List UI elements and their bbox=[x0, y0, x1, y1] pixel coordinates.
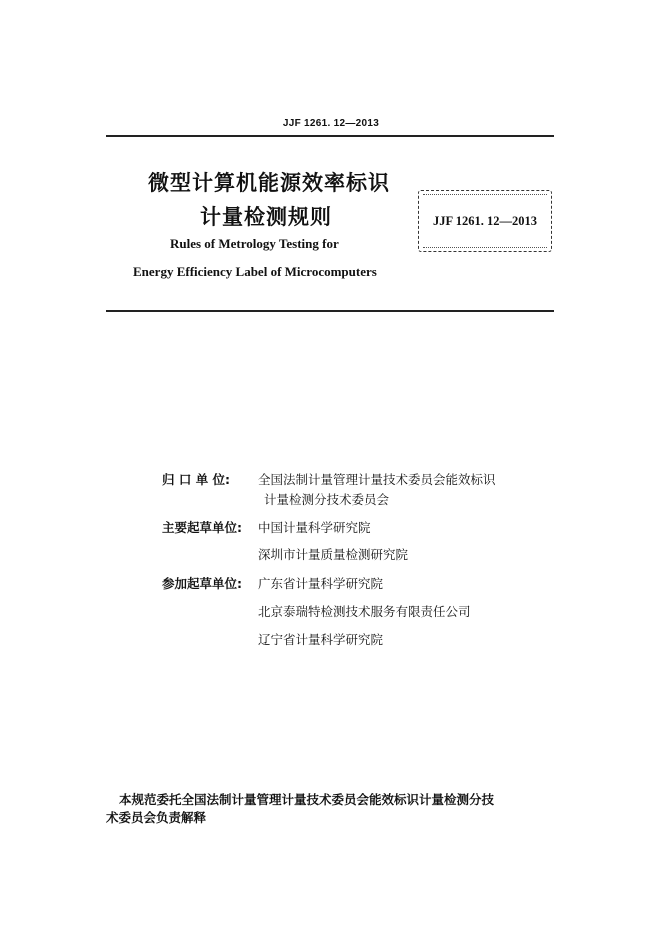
footer-line-2: 术委员会负责解释 bbox=[106, 810, 207, 825]
title-english-line-1: Rules of Metrology Testing for bbox=[170, 236, 339, 251]
info-join-label: 参加起草单位: bbox=[162, 576, 242, 591]
info-join-value-1: 广东省计量科学研究院 bbox=[258, 576, 384, 591]
title-rule bbox=[106, 310, 554, 312]
info-main-value-1: 中国计量科学研究院 bbox=[258, 520, 371, 535]
info-join-value-2: 北京泰瑞特检测技术服务有限责任公司 bbox=[258, 604, 471, 619]
header-rule bbox=[106, 135, 554, 137]
doc-code-box bbox=[418, 190, 552, 252]
title-english-line-2: Energy Efficiency Label of Microcomputers bbox=[133, 264, 377, 279]
footer-line-1: 本规范委托全国法制计量管理计量技术委员会能效标识计量检测分技 bbox=[119, 792, 495, 807]
info-guikou-value-2: 计量检测分技术委员会 bbox=[264, 492, 390, 507]
doc-code-box-text: JJF 1261. 12—2013 bbox=[432, 213, 538, 228]
info-main-value-2: 深圳市计量质量检测研究院 bbox=[258, 547, 409, 562]
info-guikou-value-1: 全国法制计量管理计量技术委员会能效标识 bbox=[258, 472, 496, 487]
info-join-value-3: 辽宁省计量科学研究院 bbox=[258, 632, 384, 647]
info-guikou-label: 归 口 单 位: bbox=[162, 472, 231, 487]
header-doc-code: JJF 1261. 12—2013 bbox=[282, 118, 380, 129]
info-main-label: 主要起草单位: bbox=[162, 520, 242, 535]
title-chinese-line-2: 计量检测规则 bbox=[200, 205, 332, 229]
title-chinese-line-1: 微型计算机能源效率标识 bbox=[148, 171, 390, 195]
